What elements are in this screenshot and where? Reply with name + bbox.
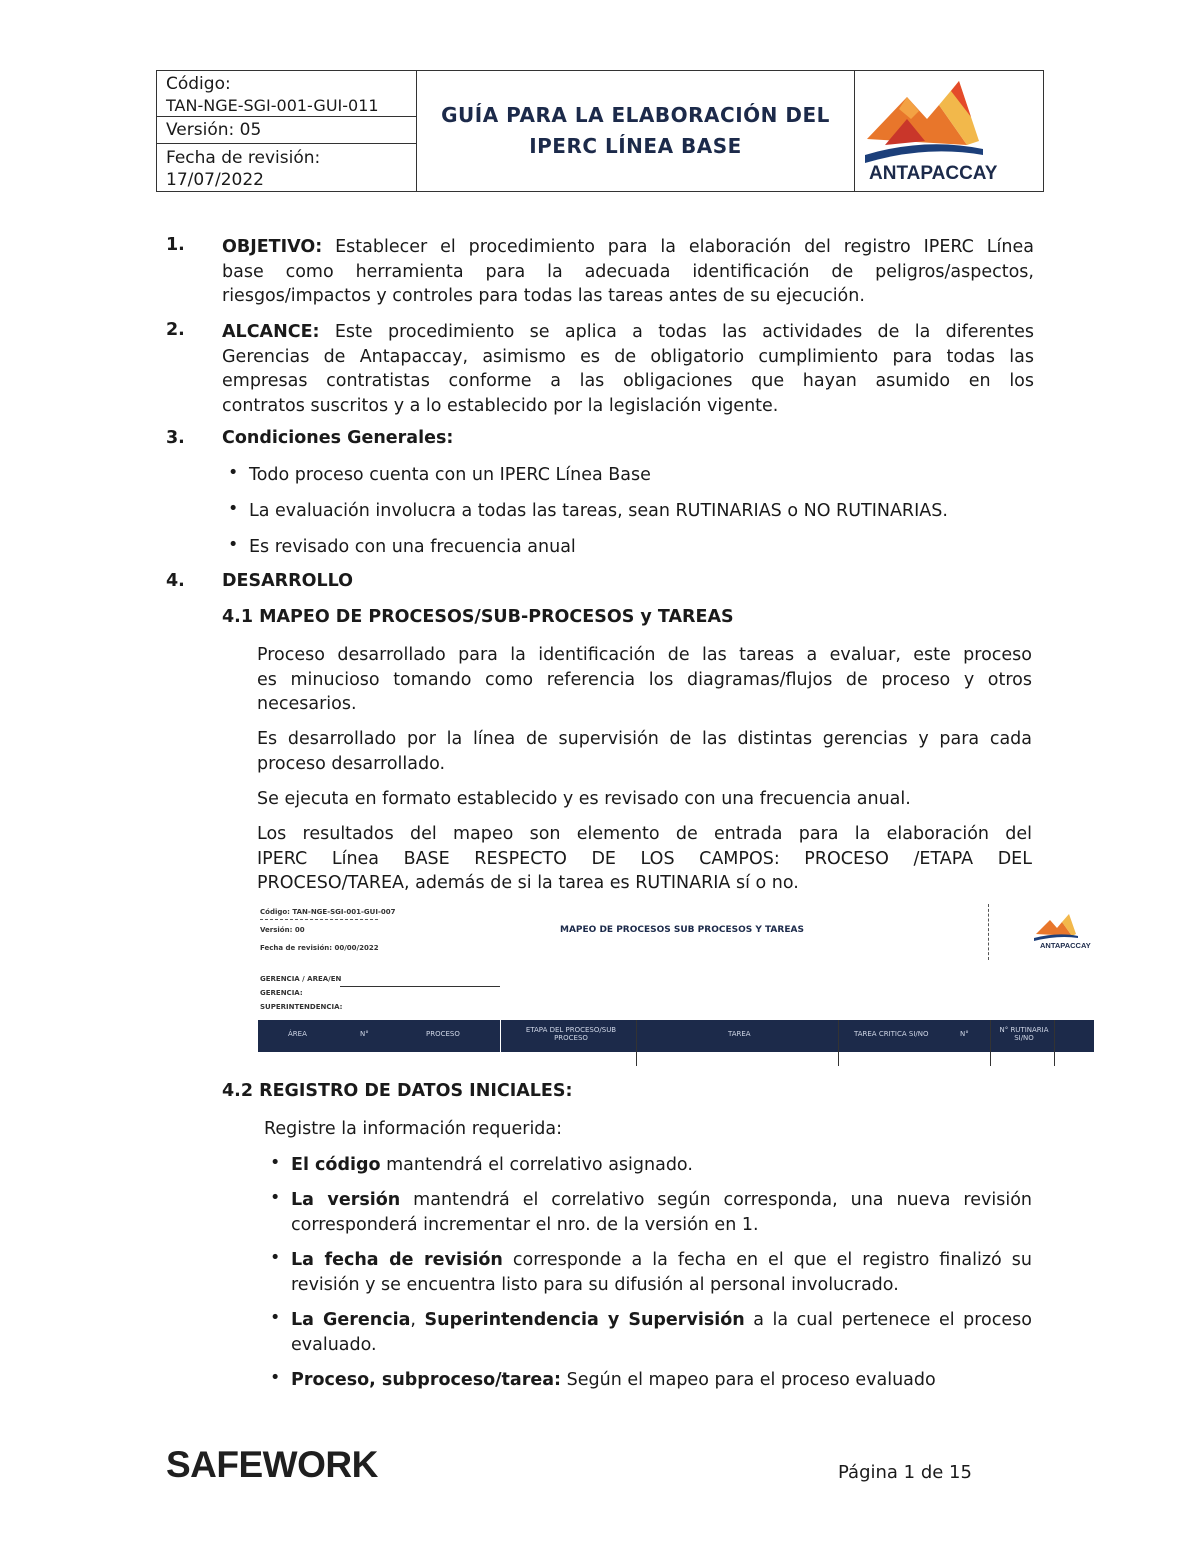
revision-date: 17/07/2022: [166, 170, 264, 190]
fecha-bold: La fecha de revisión: [291, 1250, 503, 1270]
form-column-header-bar: [258, 1020, 1094, 1052]
mapeo-paragraph-3: Se ejecuta en formato establecido y es revisado con una frecuencia anual.: [257, 789, 911, 809]
safework-logo: [166, 1444, 402, 1484]
version-bold: La versión: [291, 1190, 401, 1210]
condition-2: La evaluación involucra a todas las tareas, sean RUTINARIAS o NO RUTINARIAS.: [249, 501, 948, 521]
section-4-1-heading: 4.1 MAPEO DE PROCESOS/SUB-PROCESOS y TAREAS: [222, 607, 734, 627]
form-col-area: ÁREA: [288, 1030, 307, 1038]
title-line-1: GUÍA PARA LA ELABORACIÓN DEL: [441, 103, 830, 127]
bullet-dot: •: [228, 463, 239, 483]
version-line-2: corresponderá incrementar el nro. de la versión en 1.: [291, 1214, 759, 1235]
mapeo-paragraph-4: [257, 822, 1032, 896]
registro-item-proceso: [291, 1368, 1032, 1393]
form-code: Código: TAN-NGE-SGI-001-GUI-007: [260, 908, 396, 916]
form-col-n: N°: [360, 1030, 369, 1038]
superintendencia-bold: Superintendencia y Supervisión: [424, 1310, 745, 1330]
form-col-n2: N°: [960, 1030, 969, 1038]
title-line-2: IPERC LÍNEA BASE: [529, 134, 742, 158]
form-col-proceso: PROCESO: [426, 1030, 460, 1038]
form-date: Fecha de revisión: 00/00/2022: [260, 944, 379, 952]
form-gerente: GERENCIA:: [260, 989, 303, 997]
objetivo-line-1: Establecer el procedimiento para la elaboración del registro IPERC Línea: [335, 237, 1034, 257]
section-4-heading: DESARROLLO: [222, 571, 354, 591]
page-number: Página 1 de 15: [838, 1462, 972, 1483]
code-cell: [157, 71, 416, 117]
antapaccay-logo: [855, 71, 1043, 191]
section-4-2-heading: 4.2 REGISTRO DE DATOS INICIALES:: [222, 1081, 573, 1101]
section-3-heading: Condiciones Generales:: [222, 428, 454, 448]
mapeo-p1-line-3: necesarios.: [257, 694, 357, 714]
bullet-dot: •: [228, 499, 239, 519]
logo-text: ANTAPACCAY: [869, 163, 998, 184]
condition-3: Es revisado con una frecuencia anual: [249, 537, 576, 557]
fecha-line-2: revisión y se encuentra listo para su difusión al personal involucrado.: [291, 1274, 899, 1295]
mapeo-p1-line-1: Proceso desarrollado para la identificación de las tareas a evaluar, este proceso: [257, 645, 1032, 665]
section-2-alcance: [222, 320, 1034, 418]
bullet-dot: •: [228, 535, 239, 555]
condition-1: Todo proceso cuenta con un IPERC Línea Base: [249, 465, 651, 485]
form-logo-icon: [1032, 910, 1098, 950]
section-1-number: 1.: [166, 235, 185, 255]
revision-cell: [157, 144, 416, 193]
alcance-line-4: contratos suscritos y a lo establecido por la legislación vigente.: [222, 395, 779, 416]
codigo-bold: El código: [291, 1155, 381, 1175]
revision-label: Fecha de revisión:: [166, 148, 321, 168]
bullet-dot: •: [270, 1248, 281, 1268]
codigo-rest: mantendrá el correlativo asignado.: [386, 1155, 693, 1175]
fecha-rest: corresponde a la fecha en el que el registro finalizó su: [512, 1250, 1032, 1270]
header-title: [417, 71, 855, 191]
mapeo-p2-line-2: proceso desarrollado.: [257, 753, 446, 774]
form-version: Versión: 00: [260, 926, 305, 934]
mapeo-p4-line-3: PROCESO/TAREA, además de si la tarea es RUTINARIA sí o no.: [257, 873, 799, 893]
registro-intro: Registre la información requerida:: [264, 1119, 563, 1139]
registro-item-gerencia: [291, 1308, 1032, 1357]
form-superintendencia: SUPERINTENDENCIA:: [260, 1003, 343, 1011]
mapeo-p4-line-2: IPERC Línea BASE RESPECTO DE LOS CAMPOS: PROCESO /ETAPA DEL: [257, 848, 1032, 869]
alcance-line-3: empresas contratistas conforme a las obligaciones que hayan asumido en los: [222, 371, 1034, 391]
form-col-tarea: TAREA: [728, 1030, 751, 1038]
bullet-dot: •: [270, 1308, 281, 1328]
objetivo-line-3: riesgos/impactos y controles para todas las tareas antes de su ejecución.: [222, 286, 865, 306]
form-logo-text: ANTAPACCAY: [1040, 941, 1091, 950]
bullet-dot: •: [270, 1188, 281, 1208]
bullet-dot: •: [270, 1153, 281, 1173]
proceso-rest: Según el mapeo para el proceso evaluado: [566, 1370, 936, 1390]
alcance-line-1: Este procedimiento se aplica a todas las actividades de la diferentes: [334, 322, 1034, 342]
registro-item-version: [291, 1188, 1032, 1237]
section-2-number: 2.: [166, 320, 185, 340]
version-rest: mantendrá el correlativo según corresponda, una nueva revisión: [413, 1190, 1032, 1210]
section-1-objetivo: [222, 235, 1034, 309]
alcance-line-2: Gerencias de Antapaccay, asimismo es de obligatorio cumplimiento para todas las: [222, 346, 1034, 367]
gerencia-sep: ,: [410, 1310, 416, 1330]
mountain-logo-icon: [855, 71, 1043, 191]
gerencia-line-2: evaluado.: [291, 1334, 377, 1355]
document-header: [156, 70, 1044, 192]
proceso-bold: Proceso, subproceso/tarea:: [291, 1370, 562, 1390]
form-col-rutinaria: N° RUTINARIA SI/NO: [999, 1026, 1049, 1042]
objetivo-label: OBJETIVO:: [222, 237, 323, 257]
header-meta: [157, 71, 417, 191]
version-cell: Versión: 05: [157, 117, 416, 144]
code-value: TAN-NGE-SGI-001-GUI-011: [166, 96, 379, 115]
section-4-number: 4.: [166, 571, 185, 591]
gerencia-bold: La Gerencia: [291, 1310, 411, 1330]
safework-brand-text: SAFEWORK: [166, 1444, 378, 1484]
mapeo-p4-line-1: Los resultados del mapeo son elemento de entrada para la elaboración del: [257, 824, 1032, 844]
mapeo-paragraph-2: [257, 727, 1032, 776]
section-3-number: 3.: [166, 428, 185, 448]
gerencia-rest: a la cual pertenece el proceso: [753, 1310, 1032, 1330]
form-col-etapa: ETAPA DEL PROCESO/SUB PROCESO: [525, 1026, 617, 1042]
registro-item-codigo: [291, 1153, 1032, 1178]
bullet-dot: •: [270, 1368, 281, 1388]
form-col-critica: TAREA CRITICA SI/NO: [854, 1030, 929, 1038]
mapeo-p1-line-2: es minucioso tomando como referencia los diagramas/flujos de proceso y otros: [257, 669, 1032, 690]
mapeo-p2-line-1: Es desarrollado por la línea de supervisión de las distintas gerencias y para cada: [257, 729, 1032, 749]
alcance-label: ALCANCE:: [222, 322, 320, 342]
form-gerencia: GERENCIA / AREA/EN: [260, 975, 342, 983]
code-label: Código:: [166, 74, 231, 94]
objetivo-line-2: base como herramienta para la adecuada identificación de peligros/aspectos,: [222, 261, 1034, 282]
mapeo-paragraph-1: [257, 643, 1032, 717]
registro-item-fecha: [291, 1248, 1032, 1297]
form-title: MAPEO DE PROCESOS SUB PROCESOS Y TAREAS: [560, 925, 804, 935]
mapeo-form-image: [256, 900, 1096, 1066]
